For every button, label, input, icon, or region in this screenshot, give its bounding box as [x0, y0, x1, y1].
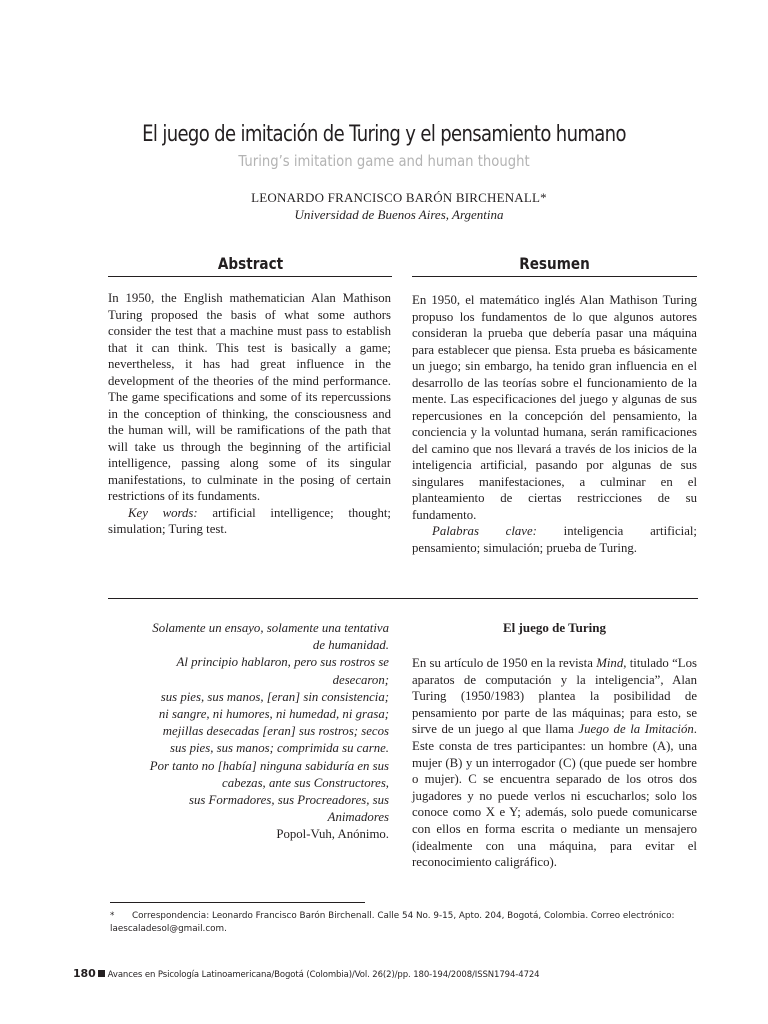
resumen-rule	[412, 276, 697, 277]
abstract-text	[108, 290, 391, 538]
footnote-marker: *	[110, 911, 115, 921]
author-name: LEONARDO FRANCISCO BARÓN BIRCHENALL*	[251, 190, 547, 205]
page-number: 180	[73, 967, 96, 980]
journal-name-mind: Mind	[596, 656, 624, 670]
abstract-heading: Abstract	[217, 254, 284, 273]
article-subtitle: Turing’s imitation game and human thought	[238, 152, 530, 170]
keywords-label: Key words:	[128, 505, 198, 520]
section-text-1: En su artículo de 1950 en la revista	[412, 656, 597, 670]
page-footer	[73, 967, 540, 980]
keywords-list: artificial intelligence; thought; simulation; Turing test.	[108, 505, 391, 536]
abstract-rule	[108, 276, 392, 277]
abstract-keywords	[108, 505, 391, 538]
section-divider	[108, 598, 698, 599]
section-heading: El juego de Turing	[503, 620, 606, 635]
footnote-text: Correspondencia: Leonardo Francisco Barón Birchenall. Calle 54 No. 9-15, Apto. 204, Bogotá, Colombia. Correo electrónico: laescaladesol@gmail.com.	[110, 911, 675, 934]
epigraph-line: sus pies, sus manos, [eran] sin consistencia;	[160, 689, 389, 704]
epigraph-line: desecaron;	[332, 672, 389, 687]
resumen-heading: Resumen	[519, 254, 590, 273]
epigraph-line: Al principio hablaron, pero sus rostros se	[176, 655, 389, 670]
section-body	[412, 655, 697, 871]
epigraph-line: cabezas, ante sus Constructores,	[222, 775, 389, 790]
square-bullet-icon	[98, 970, 105, 977]
abstract-body: In 1950, the English mathematician Alan Mathison Turing proposed the basis of what some authors consider the test that a machine must pass to establish that it can think. This test is basically a game; nevertheless, it has had great influence in the development of the theories of the mind performance. The game specifications and some of its repercussions in the conception of thinking, the consciousness and the human will, will be ramifications of the path that will take us through the beginning of the artificial intelligence, passing along some of its singular manifestations, to culminate in the posing of certain restrictions of its fundaments.	[108, 291, 391, 503]
palabras-clave-label: Palabras clave:	[432, 524, 537, 538]
palabras-clave-list: inteligencia artificial; pensamiento; simulación; prueba de Turing.	[412, 524, 697, 555]
epigraph-line: mejillas desecadas [eran] sus rostros; secos	[162, 724, 389, 739]
epigraph-line: Por tanto no [había] ninguna sabiduría en sus	[149, 758, 389, 773]
epigraph-line: Animadores	[327, 810, 389, 825]
resumen-text	[412, 292, 697, 556]
epigraph-line: ni sangre, ni humores, ni humedad, ni grasa;	[158, 707, 389, 722]
epigraph-line: Solamente un ensayo, solamente una tentativa	[152, 621, 389, 635]
epigraph	[110, 620, 389, 844]
epigraph-line: sus pies, sus manos; comprimida su carne.	[170, 741, 389, 756]
resumen-keywords	[412, 523, 697, 556]
article-title: El juego de imitación de Turing y el pensamiento humano	[142, 122, 626, 147]
section-text-2: , titulado “Los aparatos de computación y la inteligencia”, Alan Turing (1950/1983) plantea la posibilidad de pensamiento por parte de las máquinas; para esto, se sirve de un juego al que llama	[412, 656, 697, 737]
journal-citation: Avances en Psicología Latinoamericana/Bogotá (Colombia)/Vol. 26(2)/pp. 180-194/2008/ISSN1794-4724	[107, 970, 540, 980]
epigraph-line: de humanidad.	[312, 638, 389, 653]
epigraph-attribution: Popol-Vuh, Anónimo.	[276, 827, 389, 842]
footnote-rule	[110, 902, 365, 903]
epigraph-line: sus Formadores, sus Procreadores, sus	[188, 793, 389, 808]
author-affiliation: Universidad de Buenos Aires, Argentina	[294, 207, 504, 222]
game-name: Juego de la Imitación	[578, 722, 694, 737]
resumen-body: En 1950, el matemático inglés Alan Mathison Turing propuso los fundamentos de lo que algunos autores consideran la prueba que debería pasar una máquina para establecer que piensa. Esta prueba es básicamente un juego; sin embargo, ha tenido gran influencia en el desarrollo de las teorías sobre el funcionamiento de la mente. Las especificaciones del juego y algunas de sus repercusiones en la concepción del pensamiento, la conciencia y la voluntad humana, serán ramificaciones del camino que nos llevará a través de los inicios de la inteligencia artificial, pasando por algunas de sus singulares manifestaciones, a culminar en el planteamiento de ciertas restricciones de su fundamento.	[412, 293, 697, 522]
section-text-3: . Este consta de tres participantes: un hombre (A), una mujer (B) y un interrogador (C) (que puede ser hombre o mujer). C se encuentra separado de los otros dos jugadores y no puede verlos ni escucharlos; solo los conoce como X e Y; además, solo puede comunicarse con ellos en forma escrita o mediante un mensajero (idealmente con una máquina, para evitar el reconocimiento caligráfico).	[412, 722, 697, 870]
footnote	[110, 910, 700, 936]
